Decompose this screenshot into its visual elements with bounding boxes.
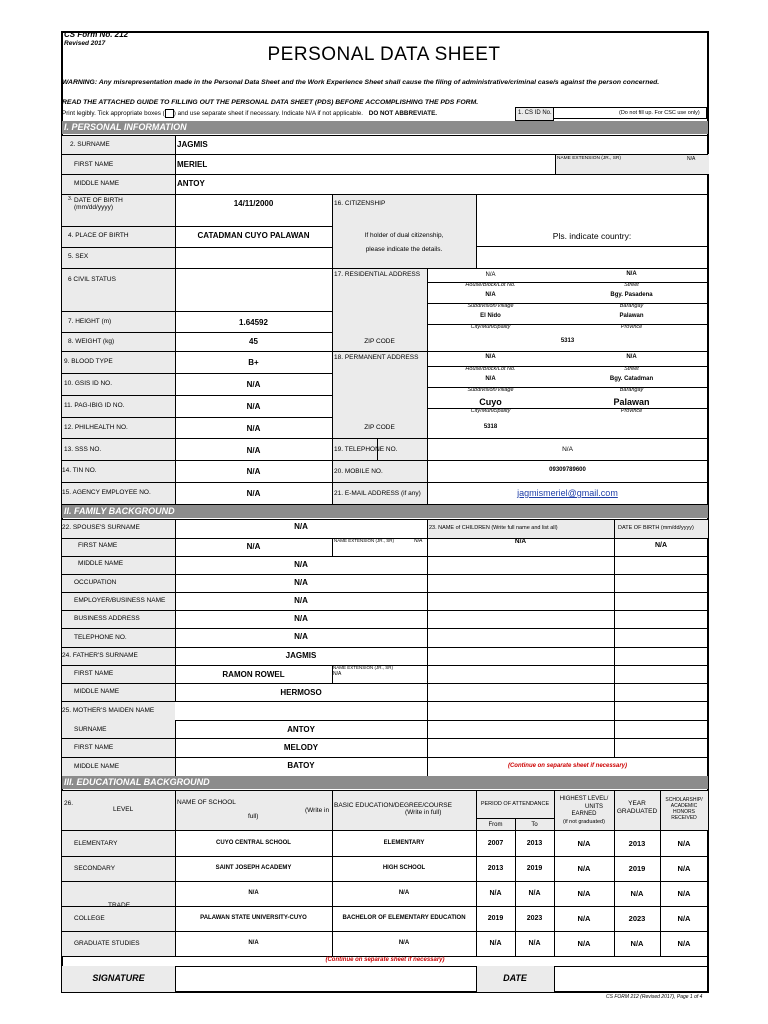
middle-name-label: MIDDLE NAME <box>74 180 120 187</box>
perm-brgy-sub-label: Barangay <box>619 387 644 393</box>
gsis-label: 10. GSIS ID NO. <box>64 380 113 387</box>
street-sub-label: Street <box>624 282 639 288</box>
education-highest-cell[interactable]: N/A <box>577 914 591 923</box>
tin-value[interactable]: N/A <box>246 467 261 476</box>
education-honors-cell[interactable]: N/A <box>677 889 691 898</box>
civil-status-label: 6 CIVIL STATUS <box>68 276 116 283</box>
education-to-cell[interactable]: N/A <box>528 940 541 947</box>
mother-middle-name-value[interactable]: BATOY <box>287 761 315 770</box>
education-school-cell[interactable]: SAINT JOSEPH ACADEMY <box>215 865 292 871</box>
father-middle-name-label: MIDDLE NAME <box>74 688 120 695</box>
perm-barangay-value[interactable]: Bgy. Catadman <box>609 376 654 382</box>
father-surname-label: 24. FATHER'S SURNAME <box>62 652 138 659</box>
course-header: BASIC EDUCATION/DEGREE/COURSE <box>334 802 452 809</box>
country-note: Pls. indicate country: <box>552 231 632 241</box>
pagibig-value[interactable]: N/A <box>246 402 261 411</box>
cs-id-label: 1. CS ID No. <box>518 110 552 116</box>
occupation-label: OCCUPATION <box>74 579 117 586</box>
mother-surname-label: SURNAME <box>74 726 107 733</box>
mother-surname-value[interactable]: ANTOY <box>287 725 315 734</box>
education-school-cell[interactable]: CUYO CENTRAL SCHOOL <box>216 839 291 846</box>
perm-province-value[interactable]: Palawan <box>613 397 650 407</box>
perm-prov-sub-label: Province <box>620 408 643 414</box>
scholarship-header <box>660 797 708 821</box>
level-header: LEVEL <box>113 806 134 813</box>
father-first-name-label: FIRST NAME <box>74 670 114 677</box>
perm-house-value[interactable]: N/A <box>485 354 496 360</box>
warning-text: WARNING: Any misrepresentation made in the Personal Data Sheet and the Work Experience Sheet shall cause the filing of administrative/criminal case/s against the person concerned. <box>62 79 660 86</box>
blood-type-label: 9. BLOOD TYPE <box>64 358 113 365</box>
education-honors-cell[interactable]: N/A <box>677 939 691 948</box>
education-course-cell[interactable]: BACHELOR OF ELEMENTARY EDUCATION <box>342 915 466 921</box>
sss-label: 13. SSS NO. <box>64 446 102 453</box>
perm-zip-value[interactable]: 5318 <box>483 424 498 430</box>
pagibig-label: 11. PAG-IBIG ID NO. <box>64 402 125 409</box>
education-to-cell[interactable]: 2013 <box>526 839 543 847</box>
education-to-cell[interactable]: N/A <box>528 890 541 897</box>
do-not-abbreviate: DO NOT ABBREVIATE. <box>368 110 438 118</box>
date-label: DATE <box>503 973 527 983</box>
city-sub-label: City/Municipality <box>470 324 511 330</box>
first-name-value[interactable]: MERIEL <box>177 160 208 169</box>
dob-label: DATE OF BIRTH <box>74 197 123 204</box>
philhealth-label: 12. PHILHEALTH NO. <box>64 424 128 431</box>
gsis-value[interactable]: N/A <box>246 380 261 389</box>
section-family-background: II. FAMILY BACKGROUND <box>62 505 708 518</box>
father-name-ext-label: NAME EXTENSION (JR., SR) <box>333 665 394 670</box>
spouse-telephone-label: TELEPHONE NO. <box>74 634 127 641</box>
father-name-ext-value[interactable]: N/A <box>333 671 342 677</box>
year-graduated-header-2: GRADUATED <box>616 808 658 815</box>
middle-name-value[interactable]: ANTOY <box>177 179 205 188</box>
section-educational-background: III. EDUCATIONAL BACKGROUND <box>62 776 708 789</box>
education-number: 26. <box>64 800 74 807</box>
perm-subdivision-value[interactable]: N/A <box>485 376 496 382</box>
education-year-cell[interactable]: 2019 <box>628 864 646 873</box>
dob-format: (mm/dd/yyyy) <box>74 204 113 211</box>
from-header: From <box>488 822 503 828</box>
form-reference: CS FORM 212 (Revised 2017), Page 1 of 4 <box>606 994 703 1000</box>
spouse-surname-label: 22. SPOUSE'S SURNAME <box>62 524 140 531</box>
school-header-write: (Write in <box>305 807 330 814</box>
year-graduated-header-1: YEAR <box>628 800 646 807</box>
res-province-value[interactable]: Palawan <box>619 313 644 319</box>
csc-use-note: (Do not fill up. For CSC use only) <box>619 110 700 116</box>
year-graduated-header <box>614 800 660 816</box>
dual-citizenship-note-1: If holder of dual citizenship, <box>364 232 444 239</box>
education-continue-note: (Continue on separate sheet if necessary) <box>325 957 445 963</box>
spouse-telephone-value[interactable]: N/A <box>294 632 308 641</box>
education-from-cell[interactable]: 2013 <box>487 865 504 872</box>
scholarship-header-3: HONORS <box>673 809 695 815</box>
mother-maiden-label: 25. MOTHER'S MAIDEN NAME <box>62 707 155 714</box>
perm-house-sub-label: House/Block/Lot No. <box>465 366 516 372</box>
occupation-value[interactable]: N/A <box>294 578 308 587</box>
highest-level-header-4: (if not graduated) <box>563 818 605 825</box>
education-highest-cell[interactable]: N/A <box>577 838 591 848</box>
res-zip-label: ZIP CODE <box>364 338 395 345</box>
weight-value[interactable]: 45 <box>249 337 258 346</box>
dob-number: 3. <box>68 196 73 202</box>
perm-subd-sub-label: Subdivision/Village <box>467 387 514 393</box>
res-barangay-value[interactable]: Bgy. Pasadena <box>610 292 653 298</box>
highest-level-header-1: HIGHEST LEVEL/ <box>559 796 609 802</box>
highest-level-header-2: UNITS <box>585 803 603 810</box>
scholarship-header-1: SCHOLARSHIP/ <box>665 797 703 803</box>
education-course-cell[interactable]: N/A <box>398 890 410 896</box>
dob-value[interactable]: 14/11/2000 <box>233 199 274 208</box>
permanent-address-label: 18. PERMANENT ADDRESS <box>334 354 419 361</box>
education-from-cell[interactable]: 2019 <box>487 915 504 922</box>
spouse-first-name-value[interactable]: N/A <box>246 542 261 551</box>
res-street-value[interactable]: N/A <box>626 271 637 277</box>
agency-no-label: 15. AGENCY EMPLOYEE NO. <box>62 489 151 496</box>
business-address-value[interactable]: N/A <box>294 614 308 623</box>
telephone-value[interactable]: N/A <box>562 446 573 453</box>
telephone-label: 19. TELEPHONE NO. <box>334 446 398 453</box>
spouse-middle-name-label: MIDDLE NAME <box>78 560 124 567</box>
employer-value[interactable]: N/A <box>294 596 308 605</box>
education-year-cell[interactable]: N/A <box>630 939 644 948</box>
mother-first-name-label: FIRST NAME <box>74 744 114 751</box>
highest-level-header-3: EARNED <box>571 811 597 817</box>
education-school-cell[interactable]: PALAWAN STATE UNIVERSITY-CUYO <box>200 915 307 921</box>
sss-value[interactable]: N/A <box>246 446 261 455</box>
spouse-first-name-label: FIRST NAME <box>78 542 118 549</box>
education-from-cell[interactable]: 2007 <box>487 839 504 847</box>
education-highest-cell[interactable]: N/A <box>577 939 591 948</box>
employer-label: EMPLOYER/BUSINESS NAME <box>74 597 166 604</box>
print-note-end: ) and use separate sheet if necessary. Indicate N/A if not applicable. <box>173 110 364 118</box>
education-level-cell: ELEMENTARY <box>74 839 118 847</box>
signature-field[interactable] <box>176 967 475 991</box>
period-header: PERIOD OF ATTENDANCE <box>480 801 550 807</box>
blood-type-value[interactable]: B+ <box>248 358 259 367</box>
height-value[interactable]: 1.64592 <box>239 318 268 327</box>
perm-street-value[interactable]: N/A <box>626 354 637 360</box>
sample-checkbox <box>165 109 174 118</box>
res-subdivision-value[interactable]: N/A <box>485 292 496 298</box>
perm-street-sub-label: Street <box>624 366 639 372</box>
residential-address-label: 17. RESIDENTIAL ADDRESS <box>334 271 421 278</box>
perm-zip-label: ZIP CODE <box>364 424 395 431</box>
agency-no-value[interactable]: N/A <box>246 489 261 498</box>
education-course-cell[interactable]: HIGH SCHOOL <box>382 865 426 871</box>
mother-middle-name-label: MIDDLE NAME <box>74 763 120 770</box>
education-from-cell[interactable]: N/A <box>489 890 502 897</box>
res-house-value[interactable]: N/A <box>485 272 496 278</box>
date-field[interactable] <box>555 967 707 991</box>
spouse-middle-name-value[interactable]: N/A <box>294 560 308 569</box>
family-continue-note: (Continue on separate sheet if necessary) <box>507 763 628 769</box>
mother-first-name-value[interactable]: MELODY <box>283 743 319 752</box>
res-zip-value[interactable]: 5313 <box>560 338 575 344</box>
tin-label: 14. TIN NO. <box>62 467 97 474</box>
place-of-birth-value[interactable]: CATADMAN CUYO PALAWAN <box>197 231 310 240</box>
brgy-sub-label: Barangay <box>619 303 644 309</box>
education-honors-cell[interactable]: N/A <box>677 838 691 848</box>
education-course-cell[interactable]: ELEMENTARY <box>383 839 425 846</box>
mobile-label: 20. MOBILE NO. <box>334 468 383 475</box>
print-note-start: Print legibly. Tick appropriate boxes ( <box>62 110 165 118</box>
subd-sub-label: Subdivision/Village <box>467 303 514 309</box>
father-surname-value[interactable]: JAGMIS <box>285 651 317 660</box>
child-dob-value[interactable]: N/A <box>654 542 668 549</box>
school-header-full: full) <box>248 813 259 820</box>
name-extension-value[interactable]: N/A <box>687 156 696 162</box>
email-label: 21. E-MAIL ADDRESS (if any) <box>334 490 421 497</box>
education-level-cell: SECONDARY <box>74 865 116 872</box>
education-school-cell[interactable]: N/A <box>248 940 259 946</box>
guide-text: READ THE ATTACHED GUIDE TO FILLING OUT THE PERSONAL DATA SHEET (PDS) BEFORE ACCOMPLISHING THE PDS FORM. <box>62 99 479 106</box>
education-honors-cell[interactable]: N/A <box>677 914 691 923</box>
education-year-cell[interactable]: N/A <box>630 889 644 898</box>
place-of-birth-label: 4. PLACE OF BIRTH <box>68 232 129 239</box>
trade-label: TRADE <box>108 902 131 909</box>
education-level-cell: GRADUATE STUDIES <box>74 940 140 947</box>
dual-citizenship-note-2: please indicate the details. <box>365 246 443 253</box>
perm-city-sub-label: City/Municipality <box>470 408 511 414</box>
perm-city-value[interactable]: Cuyo <box>479 397 502 407</box>
father-first-name-value[interactable]: RAMON ROWEL <box>222 670 285 679</box>
child-dob-label: DATE OF BIRTH (mm/dd/yyyy) <box>618 525 694 531</box>
education-year-cell[interactable]: 2023 <box>628 914 646 923</box>
education-highest-cell[interactable]: N/A <box>577 889 591 898</box>
page-title: PERSONAL DATA SHEET <box>267 44 501 65</box>
height-label: 7. HEIGHT (m) <box>68 318 112 325</box>
prov-sub-label: Province <box>620 324 643 330</box>
education-course-cell[interactable]: N/A <box>398 940 410 946</box>
sex-label: 5. SEX <box>68 253 89 260</box>
citizenship-label: 16. CITIZENSHIP <box>334 200 386 207</box>
course-header-write: (Write in full) <box>405 809 442 816</box>
email-value[interactable]: jagmismeriel@gmail.com <box>517 488 618 498</box>
child-name-value[interactable]: N/A <box>514 538 527 545</box>
surname-value[interactable]: JAGMIS <box>177 140 208 149</box>
to-header: To <box>531 822 538 828</box>
highest-level-header <box>554 796 614 826</box>
education-year-cell[interactable]: 2013 <box>628 838 646 848</box>
education-highest-cell[interactable]: N/A <box>577 864 591 873</box>
philhealth-value[interactable]: N/A <box>246 424 261 433</box>
spouse-surname-value[interactable]: N/A <box>294 522 308 531</box>
education-honors-cell[interactable]: N/A <box>677 864 691 873</box>
form-number: CS Form No. 212 <box>64 30 129 39</box>
education-from-cell[interactable]: N/A <box>489 940 502 947</box>
spouse-name-ext-label: NAME EXTENSION (JR., SR) <box>334 538 395 543</box>
house-sub-label: House/Block/Lot No. <box>465 282 516 288</box>
form-revised: Revised 2017 <box>64 40 106 47</box>
first-name-label: FIRST NAME <box>74 161 114 168</box>
education-school-cell[interactable]: N/A <box>248 890 259 896</box>
children-label: 23. NAME of CHILDREN (Write full name and list all) <box>429 525 558 531</box>
scholarship-header-2: ACADEMIC <box>670 803 698 809</box>
name-extension-label: NAME EXTENSION (JR., SR) <box>557 156 621 161</box>
education-to-cell[interactable]: 2023 <box>526 915 543 922</box>
section-personal-info: I. PERSONAL INFORMATION <box>62 121 708 134</box>
signature-label: SIGNATURE <box>92 973 145 983</box>
education-to-cell[interactable]: 2019 <box>526 865 543 872</box>
weight-label: 8. WEIGHT (kg) <box>68 338 115 345</box>
business-address-label: BUSINESS ADDRESS <box>74 615 140 622</box>
father-middle-name-value[interactable]: HERMOSO <box>280 688 322 697</box>
res-city-value[interactable]: El Nido <box>480 313 501 319</box>
mobile-value[interactable]: 09309789600 <box>549 467 586 473</box>
school-header: NAME OF SCHOOL <box>177 799 236 806</box>
print-note <box>62 109 437 118</box>
spouse-name-ext-value[interactable]: N/A <box>414 538 423 544</box>
surname-label: 2. SURNAME <box>70 141 110 148</box>
scholarship-header-4: RECEIVED <box>671 815 697 821</box>
education-level-cell: COLLEGE <box>74 915 105 922</box>
